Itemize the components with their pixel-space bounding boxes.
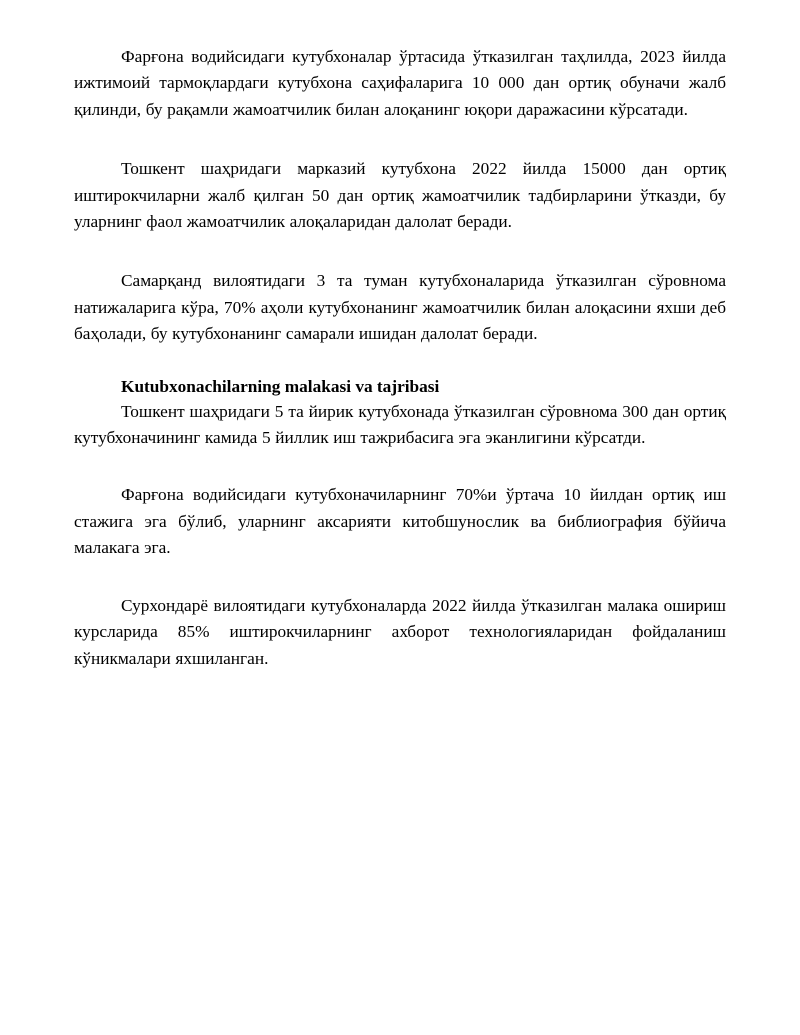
paragraph-tashkent-events: Тошкент шаҳридаги марказий кутубхона 2022 йилда 15000 дан ортиқ иштирокчиларни жалб қилган 50 дан ортиқ жамоатчилик тадбирларини ўтказди, бу уларнинг фаол жамоатчилик алоқаларидан далолат беради. xyxy=(74,159,726,232)
paragraph-spacer xyxy=(74,235,726,268)
paragraph-surkhandarya-courses: Сурхондарё вилоятидаги кутубхоналарда 2022 йилда ўтказилган малака ошириш курсларида 85% иштирокчиларнинг ахборот технологияларидан фойдаланиш кўникмалари яхшиланган. xyxy=(74,595,726,668)
paragraph-spacer xyxy=(74,562,726,593)
paragraph-fergana-social-media: Фарғона водийсидаги кутубхоналар ўртасида ўтказилган таҳлилда, 2023 йилда ижтимоий тармоқлардаги кутубхона саҳифаларига 10 000 дан ортиқ обуначи жалб қилинди, бу рақамли жамоатчилик билан алоқанинг юқори даражасини кўрсатади. xyxy=(74,47,726,119)
paragraph-tashkent-experience: Тошкент шаҳридаги 5 та йирик кутубхонада ўтказилган сўровнома 300 дан ортиқ кутубхоначининг камида 5 йиллик иш тажрибасига эга эканлигини кўрсатди. xyxy=(74,401,726,448)
paragraph-fergana-staff: Фарғона водийсидаги кутубхоначиларнинг 70%и ўртача 10 йилдан ортиқ иш стажига эга бўлиб, уларнинг аксарияти китобшунослик ва библиография бўйича малакага эга. xyxy=(74,485,726,558)
paragraph-spacer xyxy=(74,123,726,156)
paragraph-spacer xyxy=(74,451,726,482)
section-spacer xyxy=(74,348,726,374)
paragraph-samarkand-survey: Самарқанд вилоятидаги 3 та туман кутубхоналарида ўтказилган сўровнома натижаларига кўра, 70% аҳоли кутубхонанинг жамоатчилик билан алоқасини яхши деб баҳолади, бу кутубхонанинг самарали ишидан далолат беради. xyxy=(74,271,726,344)
section-heading: Kutubxonachilarning malakasi va tajribasi xyxy=(121,376,440,396)
document-page xyxy=(74,44,726,672)
